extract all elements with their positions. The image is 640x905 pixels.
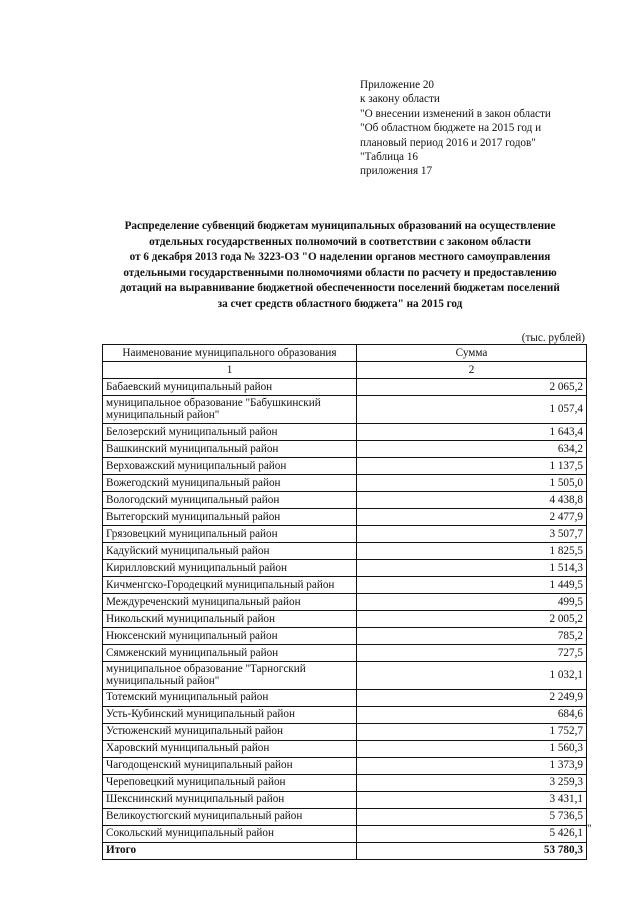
table-row	[103, 457, 587, 474]
table-row	[103, 474, 587, 491]
municipality-sum: 5 736,5	[357, 808, 587, 825]
municipality-sum: 3 507,7	[357, 525, 587, 542]
municipality-sum: 1 373,9	[357, 757, 587, 774]
table-row	[103, 559, 587, 576]
subsidy-table	[102, 344, 587, 860]
annex-line: приложения 17	[360, 165, 433, 178]
municipality-name: Вожегодский муниципальный район	[103, 474, 357, 491]
municipality-sum: 1 560,3	[357, 740, 587, 757]
total-sum: 53 780,3	[357, 842, 587, 859]
municipality-sum: 1 643,4	[357, 423, 587, 440]
table-row	[103, 644, 587, 661]
table-row	[103, 757, 587, 774]
municipality-name: Верховажский муниципальный район	[103, 457, 357, 474]
municipality-name: Вытегорский муниципальный район	[103, 508, 357, 525]
municipality-name: Тотемский муниципальный район	[103, 689, 357, 706]
municipality-sum: 2 477,9	[357, 508, 587, 525]
municipality-sum: 1 505,0	[357, 474, 587, 491]
municipality-sum: 2 005,2	[357, 610, 587, 627]
table-row	[103, 396, 587, 424]
table-row	[103, 661, 587, 689]
municipality-name: Великоустюгский муниципальный район	[103, 808, 357, 825]
column-number: 1	[103, 362, 357, 379]
total-row	[103, 842, 587, 859]
total-label: Итого	[103, 842, 357, 859]
municipality-sum: 634,2	[357, 440, 587, 457]
column-header-sum: Сумма	[357, 345, 587, 362]
municipality-sum: 5 426,1	[357, 825, 587, 842]
table-row	[103, 610, 587, 627]
table-row	[103, 706, 587, 723]
municipality-name: Кадуйский муниципальный район	[103, 542, 357, 559]
municipality-name: муниципальное образование "Бабушкинский муниципальный район"	[103, 396, 357, 424]
table-row	[103, 689, 587, 706]
table-row	[103, 508, 587, 525]
annex-line: Приложение 20	[360, 79, 435, 91]
annex-header	[360, 78, 551, 179]
municipality-name: Сокольский муниципальный район	[103, 825, 357, 842]
municipality-sum: 1 825,5	[357, 542, 587, 559]
annex-line: "Таблица 16	[360, 151, 419, 164]
municipality-sum: 499,5	[357, 593, 587, 610]
municipality-name: муниципальное образование "Тарногский муниципальный район"	[103, 661, 357, 689]
title-line: отдельных государственных полномочий в соответствии с законом области	[149, 235, 531, 248]
unit-label: (тыс. рублей)	[521, 332, 585, 344]
annex-line: к закону области	[360, 93, 440, 106]
municipality-sum: 1 449,5	[357, 576, 587, 593]
table-row	[103, 423, 587, 440]
table-row	[103, 379, 587, 396]
municipality-name: Никольский муниципальный район	[103, 610, 357, 627]
table-row	[103, 825, 587, 842]
municipality-name: Устюженский муниципальный район	[103, 723, 357, 740]
municipality-name: Сямженский муниципальный район	[103, 644, 357, 661]
table-row	[103, 740, 587, 757]
municipality-name: Усть-Кубинский муниципальный район	[103, 706, 357, 723]
table-row	[103, 491, 587, 508]
table-row	[103, 791, 587, 808]
municipality-sum: 1 514,3	[357, 559, 587, 576]
document-title	[80, 219, 600, 313]
municipality-sum: 3 259,3	[357, 774, 587, 791]
municipality-name: Междуреченский муниципальный район	[103, 593, 357, 610]
table-row	[103, 576, 587, 593]
municipality-name: Вологодский муниципальный район	[103, 491, 357, 508]
municipality-sum: 1 137,5	[357, 457, 587, 474]
municipality-sum: 1 032,1	[357, 661, 587, 689]
municipality-name: Грязовецкий муниципальный район	[103, 525, 357, 542]
column-header-name: Наименование муниципального образования	[103, 345, 357, 362]
municipality-name: Нюксенский муниципальный район	[103, 627, 357, 644]
title-line: дотаций на выравнивание бюджетной обеспеченности поселений бюджетам поселений	[120, 282, 560, 295]
closing-quote: "	[587, 823, 592, 835]
title-line: за счет средств областного бюджета" на 2015 год	[217, 297, 463, 310]
municipality-name: Бабаевский муниципальный район	[103, 379, 357, 396]
municipality-sum: 785,2	[357, 627, 587, 644]
title-line: отдельными государственными полномочиями области по расчету и предоставлению	[123, 266, 557, 279]
table-row	[103, 440, 587, 457]
table-row	[103, 774, 587, 791]
municipality-sum: 2 249,9	[357, 689, 587, 706]
table-row	[103, 593, 587, 610]
table-row	[103, 627, 587, 644]
municipality-sum: 2 065,2	[357, 379, 587, 396]
column-number-row	[103, 362, 587, 379]
municipality-sum: 3 431,1	[357, 791, 587, 808]
column-number: 2	[357, 362, 587, 379]
municipality-name: Череповецкий муниципальный район	[103, 774, 357, 791]
title-line: от 6 декабря 2013 года № 3223-ОЗ "О наделении органов местного самоуправления	[129, 251, 551, 264]
header-row	[103, 345, 587, 362]
municipality-sum: 1 752,7	[357, 723, 587, 740]
table-row	[103, 542, 587, 559]
annex-line: "О внесении изменений в закон области	[360, 107, 551, 120]
table-row	[103, 723, 587, 740]
title-line: Распределение субвенций бюджетам муниципальных образований на осуществление	[124, 220, 556, 232]
municipality-sum: 1 057,4	[357, 396, 587, 424]
municipality-name: Кичменгско-Городецкий муниципальный район	[103, 576, 357, 593]
table-row	[103, 808, 587, 825]
municipality-name: Вашкинский муниципальный район	[103, 440, 357, 457]
table-row	[103, 525, 587, 542]
municipality-name: Белозерский муниципальный район	[103, 423, 357, 440]
table-body	[103, 379, 587, 843]
municipality-sum: 4 438,8	[357, 491, 587, 508]
municipality-name: Шекснинский муниципальный район	[103, 791, 357, 808]
municipality-sum: 727,5	[357, 644, 587, 661]
municipality-name: Чагодощенский муниципальный район	[103, 757, 357, 774]
municipality-name: Харовский муниципальный район	[103, 740, 357, 757]
municipality-sum: 684,6	[357, 706, 587, 723]
annex-line: "Об областном бюджете на 2015 год и	[360, 122, 542, 135]
municipality-name: Кирилловский муниципальный район	[103, 559, 357, 576]
annex-line: плановый период 2016 и 2017 годов"	[360, 136, 536, 149]
